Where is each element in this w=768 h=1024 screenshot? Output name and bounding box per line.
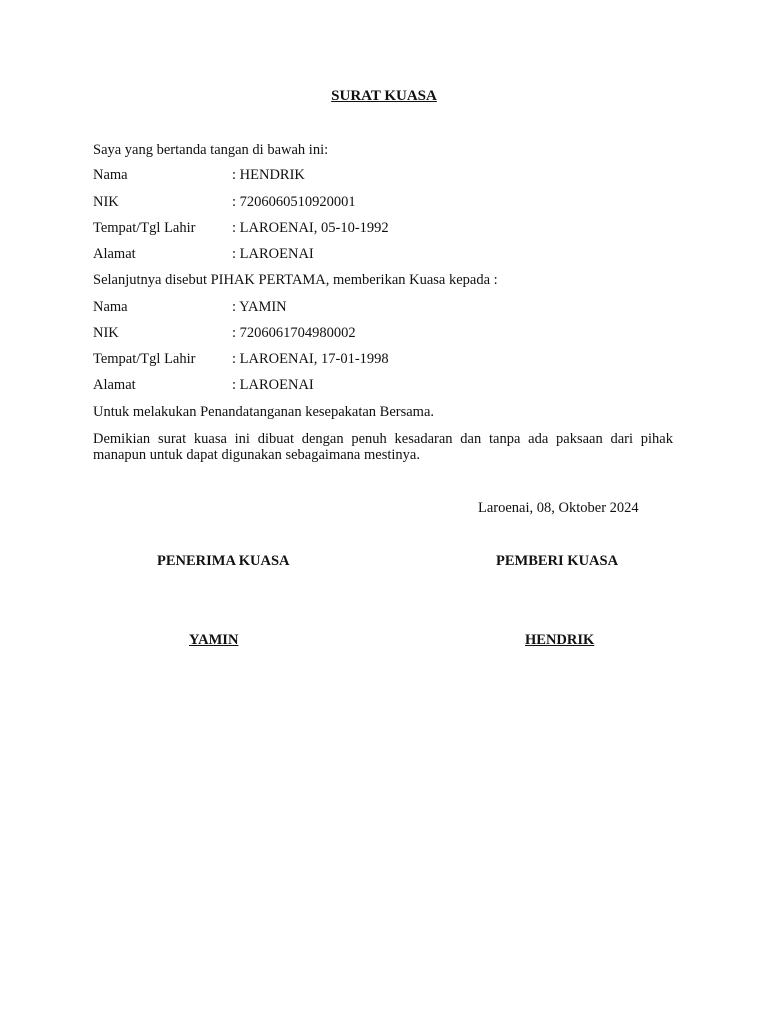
second-party-birth-value: : LAROENAI, 17-01-1998 — [232, 351, 389, 367]
purpose-text: Untuk melakukan Penandatanganan kesepakatan Bersama. — [93, 404, 435, 420]
first-party-name-value: : HENDRIK — [232, 167, 305, 183]
second-party-nik-label: NIK — [93, 325, 119, 341]
second-party-address-label: Alamat — [93, 377, 136, 393]
second-party-nik-value: : 7206061704980002 — [232, 325, 356, 341]
first-party-birth-label: Tempat/Tgl Lahir — [93, 220, 196, 236]
closing-paragraph: Demikian surat kuasa ini dibuat dengan penuh kesadaran dan tanpa ada paksaan dari pihak manapun untuk dapat digunakan sebagaimana mestinya. — [93, 431, 673, 463]
receiver-heading: PENERIMA KUASA — [157, 553, 290, 569]
giver-heading: PEMBERI KUASA — [496, 553, 619, 569]
document-title: SURAT KUASA — [331, 88, 437, 104]
first-party-nik-label: NIK — [93, 194, 119, 210]
first-party-birth-value: : LAROENAI, 05-10-1992 — [232, 220, 389, 236]
second-party-birth-label: Tempat/Tgl Lahir — [93, 351, 196, 367]
second-party-name-label: Nama — [93, 299, 128, 315]
second-party-address-value: : LAROENAI — [232, 377, 314, 393]
transition-text: Selanjutnya disebut PIHAK PERTAMA, memberikan Kuasa kepada : — [93, 272, 498, 288]
first-party-address-value: : LAROENAI — [232, 246, 314, 262]
second-party-name-value: : YAMIN — [232, 299, 287, 315]
first-party-name-label: Nama — [93, 167, 128, 183]
intro-text: Saya yang bertanda tangan di bawah ini: — [93, 142, 329, 158]
receiver-name: YAMIN — [189, 632, 239, 648]
place-date: Laroenai, 08, Oktober 2024 — [478, 500, 639, 516]
first-party-address-label: Alamat — [93, 246, 136, 262]
giver-name: HENDRIK — [525, 632, 595, 648]
first-party-nik-value: : 7206060510920001 — [232, 194, 356, 210]
